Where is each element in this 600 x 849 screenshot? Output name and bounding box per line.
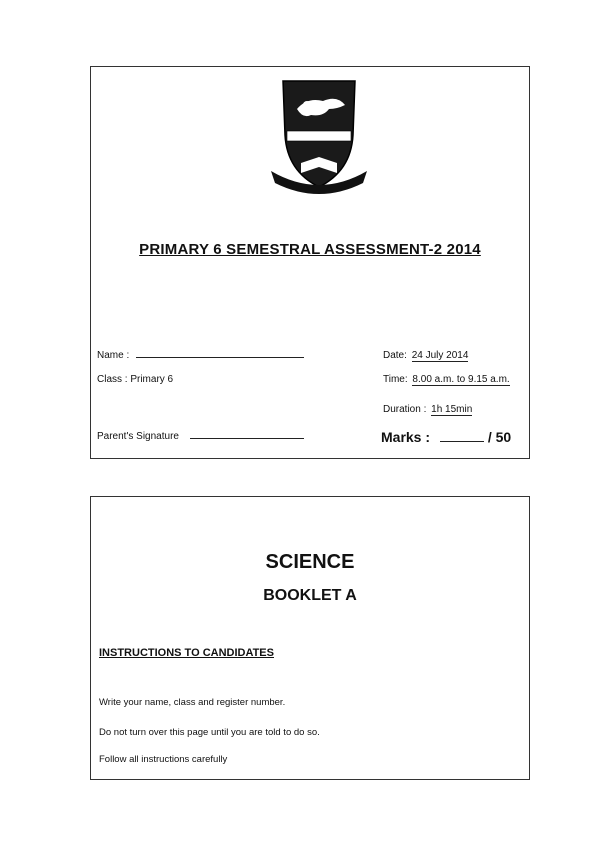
booklet-title: BOOKLET A (263, 587, 357, 604)
duration-value: 1h 15min (431, 404, 473, 415)
marks-total: / 50 (487, 429, 512, 445)
duration-field (383, 404, 472, 416)
marks-label: Marks : (381, 429, 431, 445)
class-label: Class : Primary 6 (97, 374, 174, 385)
parent-signature-field (97, 431, 304, 442)
assessment-title: PRIMARY 6 SEMESTRAL ASSESSMENT-2 2014 (139, 241, 481, 258)
instruction-item: Do not turn over this page until you are told to do so. (99, 727, 320, 738)
date-value: 24 July 2014 (411, 350, 469, 361)
instructions-heading: INSTRUCTIONS TO CANDIDATES (99, 647, 274, 659)
instruction-item: Write your name, class and register number. (99, 697, 286, 708)
date-label: Date: (383, 350, 407, 361)
name-label: Name : (97, 350, 130, 361)
instruction-item: Follow all instructions carefully (99, 754, 228, 765)
time-value: 8.00 a.m. to 9.15 a.m. (412, 374, 510, 385)
parent-signature-label: Parent's Signature (97, 431, 179, 442)
time-label: Time: (383, 374, 408, 385)
name-line (136, 357, 304, 358)
booklet-section (90, 496, 530, 780)
signature-line (190, 438, 304, 439)
subject-title: SCIENCE (265, 551, 355, 573)
time-field (383, 374, 510, 386)
school-crest-logo (267, 75, 371, 199)
name-field (97, 350, 304, 361)
marks-line (440, 441, 484, 442)
duration-label: Duration : (383, 404, 427, 415)
cover-section (90, 66, 530, 459)
marks-field (381, 429, 511, 445)
date-field (383, 350, 468, 362)
